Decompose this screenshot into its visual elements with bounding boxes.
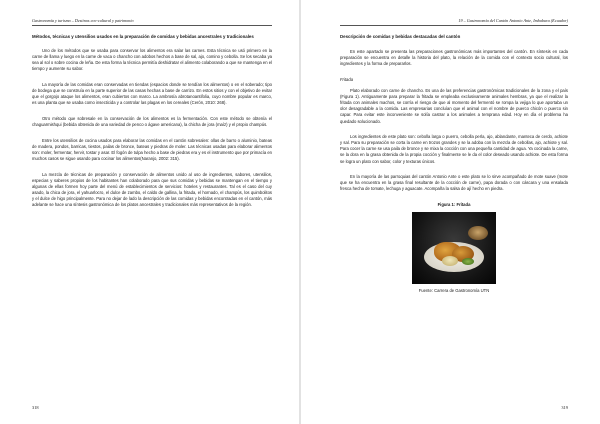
left-paragraph-5: La mezcla de técnicas de preparación y conservación de alimentos unido al uso de ingredientes, sabores, utensilios, especias y saberes propios de los habitantes han colaborado para que sus comidas y bebidas se mantengan en el tiempo y algunas de ellas formen hoy parte del menú de establecimientos de servicios: hoteles y restaurantes. Tal es el caso del cuy asado, la chica de jora, el yahuarlocro, el dulce de zambo, el caldo de gallina, la fritada, el hornado, el champús, los quimbolitos y el dulce de higo principalmente. Para no dejar de lado la descripción de las comidas y bebidas encontradas en el cantón, más adelante se hace una síntesis gastronómica de los platos ancestrales y tradicionales más representativos de la región. [32, 171, 272, 207]
left-paragraph-4: Entre los utensilios de cocina usados para elaborar las comidas en el cantón sobresalen: ollas de barro o aluminio, bateas de madera, pondos, barricas, tiestos, pailas de bronce, bateas y piedras de moler. Las técnicas usadas para elaborar alimentos son: moler, fermentar, hervir, tostar y asar. El fogón de tulpa hecho a base de piedras era y es el instrumento que por primacía en muchos casos se sigue usando para cocinar los alimentos(Naranjo, 2002: 315). [32, 137, 272, 161]
photo-garnish [462, 258, 474, 265]
left-paragraph-2: La mayoría de las comidas eran conservadas en tiendas (espacios donde se tendían los alimentos) o en el soberado; tipo de bodega que se construía en la parte superior de las casas hechas a base de carrizo. En estos sitios y con el objetivo de evitar que el gorgojo ataque los alimentos, eran cubiertos con marco. La ambrosía abrotanoantifolia, cuyo nombre popular es marco, es una planta que se usaba como insecticida y a controlar las plagas en los cereales (Cerón, 2010: 268). [32, 82, 272, 106]
photo-bowl [468, 226, 488, 240]
left-paragraph-1: Uno de los métodos que se usaba para conservar los alimentos era salar las carnes. Esta técnica se usó primero en la carne de llama y luego en la carne de vaca o chancho con adobos hechos a base de sal, ajo, comino y cebolla. Se los secaba ya sea al sol o sobre cocina de leña. De esta forma la técnica permitía deshidratar el alimento colaborando a que se mantenga en el tiempo y aumente su sabor. [32, 48, 272, 72]
fritada-photo [412, 212, 496, 284]
photo-mote [442, 256, 458, 266]
left-running-header: Gastronomía y turismo – Destinos eco-cultural y patrimonio [32, 18, 272, 26]
figure-caption: Figura 1: Fritada [437, 201, 471, 207]
left-section-heading: Métodos, técnicas y utensilios usados en la preparación de comidas y bebidas ancestrales y tradicionales [32, 34, 254, 39]
right-section-heading: Descripción de comidas y bebidas destacadas del cantón [340, 34, 461, 39]
left-page-number: 318 [32, 405, 39, 410]
figure-source: Fuente: Carrera de Gastronomía UTN [418, 287, 490, 293]
right-running-header: 19 – Gastronomía del Cantón Antonio Ante, Imbabura (Ecuador) [340, 18, 568, 26]
right-paragraph-3: En la mayoría de las parroquias del cantón Antonio Ante o este plato se lo sirve acompañado de mote suave (mote que se ha encuentra en la grasa final resultante de la cocción de carne), papa dorada o con cáscara y una ensalada fresca hecha de tomate, lechuga y aguacate. Acompaña la salsa de ají hecho en piedra. [340, 174, 568, 192]
right-page-number: 319 [561, 405, 568, 410]
right-paragraph-2: Los ingredientes de este plato son: cebolla larga o puerro, cebolla perla, ajo, ablandante, manteca de cerdo, achiote y sal. Para su preparación se corta la carne en trozos grandes y se la adoba con la mezcla de cebollas, ajo, achiote y sal. Para cocer la carne se usa paila de bronce y se mixa la cocción con una pequeña cantidad de agua. Ya cocinada la carne, se la dora en la grasa obtenida de la propia cocción y finalmente se le da el color deseado usando achiote. De esta forma se logra un plato con sabor, color y texturas únicos. [340, 134, 568, 164]
right-page [300, 0, 600, 424]
figure [340, 202, 568, 294]
right-subheading: Fritada [340, 76, 354, 82]
left-paragraph-3: Otro método que sobresale en la conservación de los alimentos es la fermentación. Con este método se obtenía el chaguarmishqui (bebida obtenida de una variedad de penco o ágave americana), la chicha de jora (maíz) y el propio champús. [32, 115, 272, 128]
right-intro-paragraph: En este apartado se presenta las preparaciones gastronómicas más importantes del cantón. En síntesis en cada preparación se encuentra en detalle la historia del plato, la relación de la comida con el contexto socio cultural, los ingredientes y la forma de prepararlos. [340, 49, 568, 67]
right-paragraph-1: Plato elaborado con carne de chancho. Es una de las preferencias gastronómicas tradicionales de la zona y el país (Figura 1). Antiguamente para preparar la fritada se empleaba exclusivamente animales hembras, ya que el realizar la fritada con animales machos, se corría el riesgo de que al momento del fermentó se rompa la vejiga lo que aportaba un olor desagradable a la comida. Las empresarias concluían que el animal con el nombre de puerco chicón o puerco sin capar. Para evitar este inconveniente se solía castrar a los animales a temprana edad. Hoy en día el problema ha quedado solucionado. [340, 88, 568, 124]
